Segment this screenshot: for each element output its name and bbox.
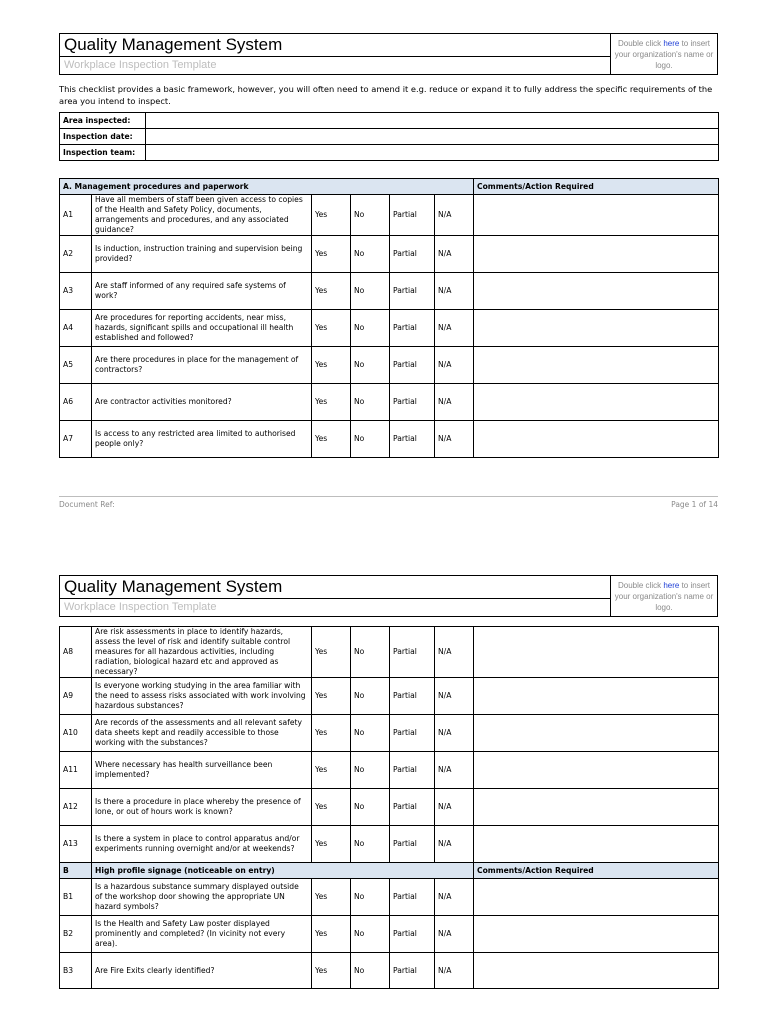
option-na[interactable]: N/A [435, 195, 474, 236]
question-text: Is everyone working studying in the area familiar with the need to assess risks associated with work involving hazardous substances? [92, 678, 312, 715]
comment-cell[interactable] [474, 826, 719, 863]
table-row [60, 953, 719, 989]
option-no[interactable]: No [351, 273, 390, 310]
table-row [60, 273, 719, 310]
option-no[interactable]: No [351, 953, 390, 989]
option-yes[interactable]: Yes [312, 347, 351, 384]
table-row [60, 752, 719, 789]
option-na[interactable]: N/A [435, 789, 474, 826]
page-title: Quality Management System [60, 34, 610, 57]
area-inspected-label: Area inspected: [60, 113, 146, 129]
comment-cell[interactable] [474, 384, 719, 421]
question-id: A1 [60, 195, 92, 236]
option-partial[interactable]: Partial [390, 421, 435, 458]
option-yes[interactable]: Yes [312, 310, 351, 347]
question-text: Have all members of staff been given access to copies of the Health and Safety Policy, documents, arrangements and procedures, and any associated guidance? [92, 195, 312, 236]
comment-cell[interactable] [474, 421, 719, 458]
page-subtitle: Workplace Inspection Template [64, 59, 217, 71]
option-no[interactable]: No [351, 789, 390, 826]
option-partial[interactable]: Partial [390, 752, 435, 789]
question-text: Are contractor activities monitored? [92, 384, 312, 421]
info-row-team [60, 145, 719, 161]
option-yes[interactable]: Yes [312, 752, 351, 789]
question-id: A3 [60, 273, 92, 310]
comment-cell[interactable] [474, 789, 719, 826]
option-partial[interactable]: Partial [390, 347, 435, 384]
comment-cell[interactable] [474, 236, 719, 273]
comment-cell[interactable] [474, 310, 719, 347]
option-partial[interactable]: Partial [390, 789, 435, 826]
option-partial[interactable]: Partial [390, 310, 435, 347]
option-partial[interactable]: Partial [390, 715, 435, 752]
option-na[interactable]: N/A [435, 953, 474, 989]
option-yes[interactable]: Yes [312, 627, 351, 678]
option-na[interactable]: N/A [435, 347, 474, 384]
option-na[interactable]: N/A [435, 384, 474, 421]
option-partial[interactable]: Partial [390, 826, 435, 863]
question-id: A5 [60, 347, 92, 384]
question-text: Are Fire Exits clearly identified? [92, 953, 312, 989]
option-partial[interactable]: Partial [390, 627, 435, 678]
comments-header: Comments/Action Required [474, 179, 719, 195]
option-yes[interactable]: Yes [312, 195, 351, 236]
option-na[interactable]: N/A [435, 916, 474, 953]
question-text: Is the Health and Safety Law poster displayed prominently and completed? (In vicinity not every area). [92, 916, 312, 953]
option-no[interactable]: No [351, 916, 390, 953]
option-na[interactable]: N/A [435, 273, 474, 310]
question-text: Is induction, instruction training and supervision being provided? [92, 236, 312, 273]
option-yes[interactable]: Yes [312, 953, 351, 989]
option-no[interactable]: No [351, 421, 390, 458]
option-partial[interactable]: Partial [390, 384, 435, 421]
logo-here-link[interactable]: here [663, 581, 680, 590]
option-partial[interactable]: Partial [390, 236, 435, 273]
inspection-team-label: Inspection team: [60, 145, 146, 161]
table-row [60, 826, 719, 863]
inspection-date-field[interactable] [146, 129, 719, 145]
page-number: Page 1 of 14 [671, 500, 718, 509]
question-text: Are risk assessments in place to identify hazards, assess the level of risk and identify suitable control measures for all hazardous activities, including radiation, biological hazard etc and approved as necessary? [92, 627, 312, 678]
comment-cell[interactable] [474, 273, 719, 310]
table-row [60, 789, 719, 826]
comment-cell[interactable] [474, 752, 719, 789]
table-row [60, 879, 719, 916]
option-no[interactable]: No [351, 236, 390, 273]
comment-cell[interactable] [474, 715, 719, 752]
comments-header: Comments/Action Required [474, 863, 719, 879]
option-no[interactable]: No [351, 715, 390, 752]
option-yes[interactable]: Yes [312, 916, 351, 953]
table-row [60, 715, 719, 752]
option-na[interactable]: N/A [435, 236, 474, 273]
option-yes[interactable]: Yes [312, 273, 351, 310]
option-na[interactable]: N/A [435, 826, 474, 863]
logo-placeholder[interactable] [611, 34, 717, 74]
checklist-table-page1 [59, 178, 719, 458]
option-yes[interactable]: Yes [312, 826, 351, 863]
option-na[interactable]: N/A [435, 310, 474, 347]
option-na[interactable]: N/A [435, 715, 474, 752]
question-id: A9 [60, 678, 92, 715]
header-title-block [60, 34, 611, 74]
option-na[interactable]: N/A [435, 678, 474, 715]
question-text: Is access to any restricted area limited to authorised people only? [92, 421, 312, 458]
table-row [60, 347, 719, 384]
option-no[interactable]: No [351, 879, 390, 916]
option-yes[interactable]: Yes [312, 789, 351, 826]
logo-text-post: to insert your organization's name or logo. [614, 39, 714, 70]
option-yes[interactable]: Yes [312, 678, 351, 715]
option-yes[interactable]: Yes [312, 879, 351, 916]
section-a-header-row [60, 179, 719, 195]
comment-cell[interactable] [474, 195, 719, 236]
question-id: A4 [60, 310, 92, 347]
section-b-id: B [60, 863, 92, 879]
info-row-area [60, 113, 719, 129]
document-ref: Document Ref: [59, 500, 115, 509]
option-yes[interactable]: Yes [312, 715, 351, 752]
logo-here-link[interactable]: here [663, 39, 680, 48]
option-na[interactable]: N/A [435, 752, 474, 789]
question-text: Where necessary has health surveillance been implemented? [92, 752, 312, 789]
option-no[interactable]: No [351, 195, 390, 236]
table-row [60, 310, 719, 347]
question-text: Is there a procedure in place whereby the presence of lone, or out of hours work is known? [92, 789, 312, 826]
question-id: B3 [60, 953, 92, 989]
question-id: A7 [60, 421, 92, 458]
page-subtitle: Workplace Inspection Template [64, 601, 217, 613]
page-title: Quality Management System [60, 576, 610, 599]
page1-header [59, 33, 718, 75]
option-yes[interactable]: Yes [312, 236, 351, 273]
area-inspected-field[interactable] [146, 113, 719, 129]
inspection-info-table [59, 112, 719, 161]
question-text: Is there a system in place to control apparatus and/or experiments running overnight and/or at weekends? [92, 826, 312, 863]
option-yes[interactable]: Yes [312, 421, 351, 458]
table-row [60, 678, 719, 715]
logo-text-post: to insert your organization's name or logo. [614, 581, 714, 612]
table-row [60, 421, 719, 458]
comment-cell[interactable] [474, 953, 719, 989]
info-row-date [60, 129, 719, 145]
option-partial[interactable]: Partial [390, 879, 435, 916]
question-id: B2 [60, 916, 92, 953]
option-yes[interactable]: Yes [312, 384, 351, 421]
option-partial[interactable]: Partial [390, 273, 435, 310]
question-text: Are there procedures in place for the management of contractors? [92, 347, 312, 384]
section-b-title: High profile signage (noticeable on entry) [92, 863, 474, 879]
question-id: A8 [60, 627, 92, 678]
table-row [60, 236, 719, 273]
comment-cell[interactable] [474, 678, 719, 715]
table-row [60, 195, 719, 236]
option-no[interactable]: No [351, 826, 390, 863]
comment-cell[interactable] [474, 627, 719, 678]
question-text: Are procedures for reporting accidents, near miss, hazards, significant spills and occupational ill health established and followed? [92, 310, 312, 347]
question-id: A2 [60, 236, 92, 273]
table-row [60, 627, 719, 678]
option-na[interactable]: N/A [435, 421, 474, 458]
comment-cell[interactable] [474, 347, 719, 384]
question-id: A10 [60, 715, 92, 752]
option-no[interactable]: No [351, 310, 390, 347]
option-no[interactable]: No [351, 347, 390, 384]
option-na[interactable]: N/A [435, 879, 474, 916]
question-id: A6 [60, 384, 92, 421]
option-partial[interactable]: Partial [390, 953, 435, 989]
question-text: Are records of the assessments and all relevant safety data sheets kept and readily accessible to those working with the substances? [92, 715, 312, 752]
question-text: Are staff informed of any required safe systems of work? [92, 273, 312, 310]
option-no[interactable]: No [351, 678, 390, 715]
comment-cell[interactable] [474, 879, 719, 916]
logo-placeholder[interactable] [611, 576, 717, 616]
option-no[interactable]: No [351, 384, 390, 421]
section-b-header-row [60, 863, 719, 879]
section-a-title: A. Management procedures and paperwork [60, 179, 474, 195]
table-row [60, 384, 719, 421]
comment-cell[interactable] [474, 916, 719, 953]
option-no[interactable]: No [351, 752, 390, 789]
header-title-block [60, 576, 611, 616]
intro-text: This checklist provides a basic framework, however, you will often need to amend it e.g. reduce or expand it to fully address the specific requirements of the area you intend to inspect. [59, 84, 713, 106]
option-partial[interactable]: Partial [390, 195, 435, 236]
page-footer [59, 496, 718, 509]
logo-text-pre: Double click [617, 39, 664, 48]
inspection-date-label: Inspection date: [60, 129, 146, 145]
checklist-table-page2 [59, 626, 719, 989]
option-partial[interactable]: Partial [390, 678, 435, 715]
page2-header [59, 575, 718, 617]
question-id: A13 [60, 826, 92, 863]
inspection-team-field[interactable] [146, 145, 719, 161]
question-id: B1 [60, 879, 92, 916]
table-row [60, 916, 719, 953]
option-no[interactable]: No [351, 627, 390, 678]
option-partial[interactable]: Partial [390, 916, 435, 953]
question-id: A12 [60, 789, 92, 826]
logo-text-pre: Double click [617, 581, 664, 590]
option-na[interactable]: N/A [435, 627, 474, 678]
question-text: Is a hazardous substance summary displayed outside of the workshop door showing the appropriate UN hazard symbols? [92, 879, 312, 916]
question-id: A11 [60, 752, 92, 789]
